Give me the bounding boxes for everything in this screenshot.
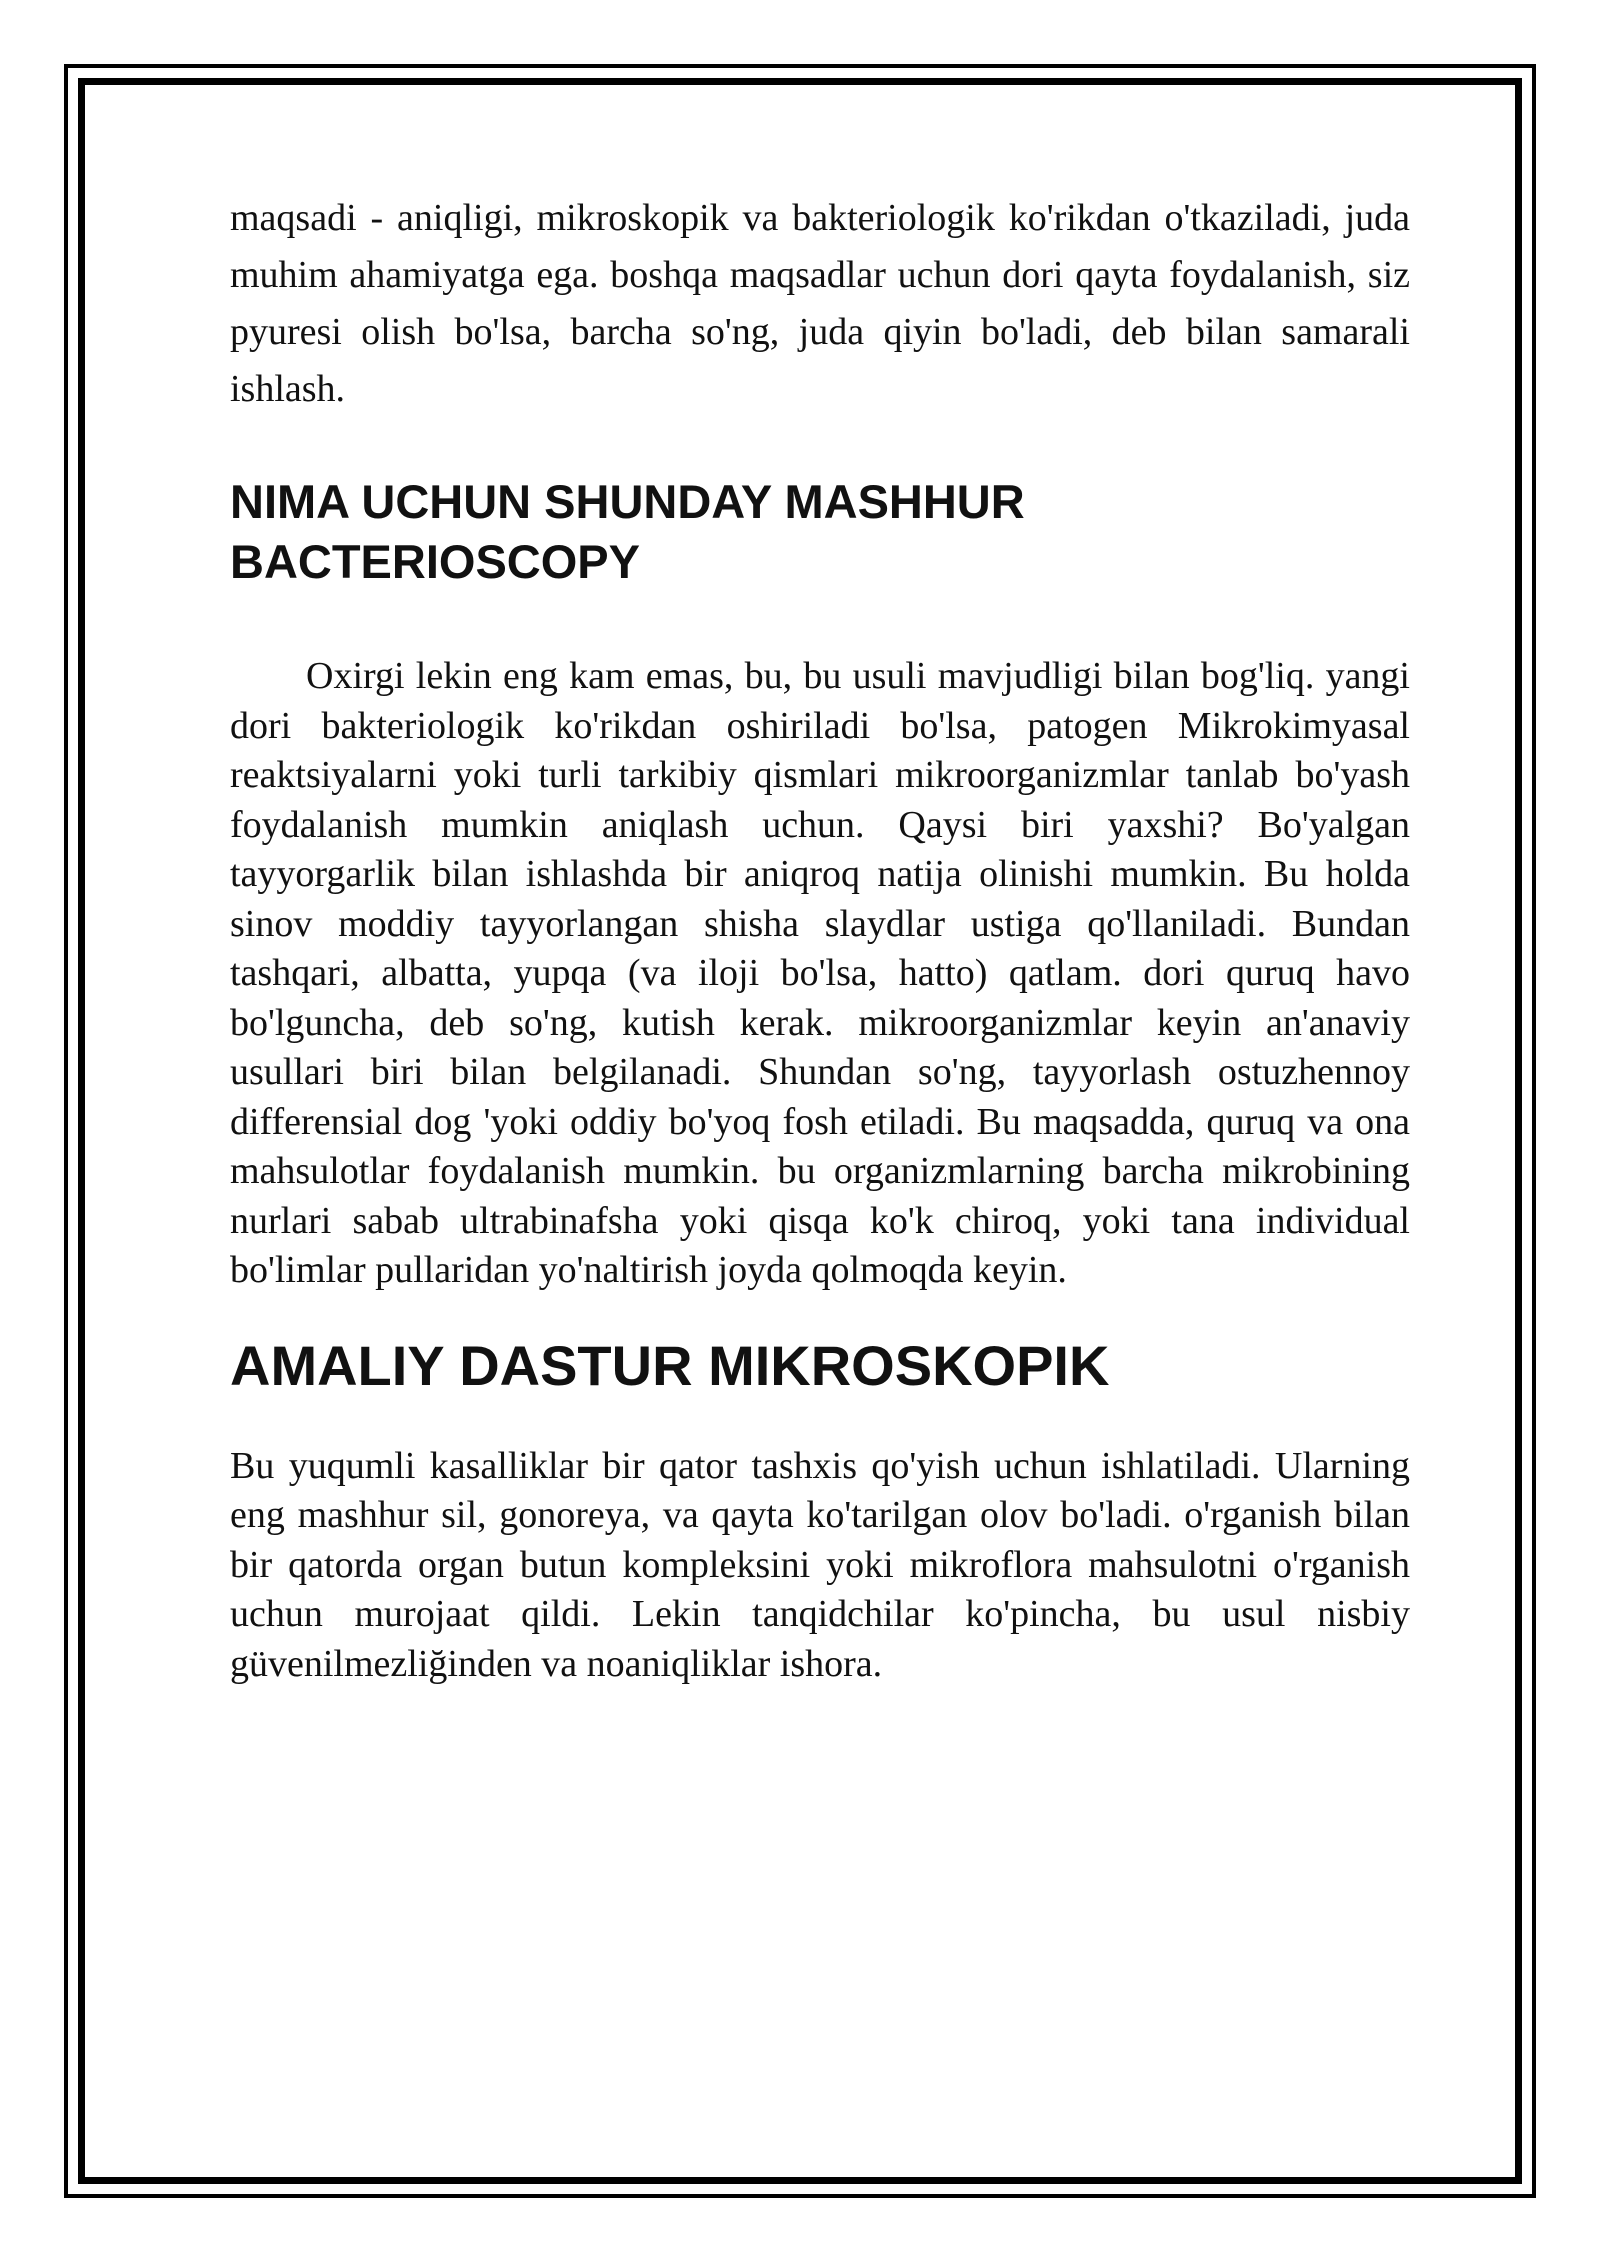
section-heading-applied-microscopy: AMALIY DASTUR MIKROSKOPIK: [230, 1333, 1110, 1397]
section-paragraph-applied-microscopy: Bu yuqumli kasalliklar bir qator tashxis qo'yish uchun ishlatiladi. Ularning eng mashhur sil, gonoreya, va qayta ko'tarilgan olov bo'ladi. o'rganish bilan bir qatorda organ butun kompleksini yoki mikroflora mahsulotni o'rganish uchun murojaat qildi. Lekin tanqidchilar ko'pincha, bu usul nisbiy güvenilmezliğinden va noaniqliklar ishora.: [230, 1444, 1410, 1685]
section-heading-bacterioscopy: NIMA UCHUN SHUNDAY MASHHUR BACTERIOSCOPY: [230, 475, 1025, 588]
intro-paragraph: maqsadi - aniqligi, mikroskopik va bakteriologik ko'rikdan o'tkaziladi, juda muhim ahamiyatga ega. boshqa maqsadlar uchun dori qayta foydalanish, siz pyuresi olish bo'lsa, barcha so'ng, juda qiyin bo'ladi, deb bilan samarali ishlash.: [230, 197, 1410, 410]
page-content: [230, 190, 1410, 1689]
section-paragraph-bacterioscopy: Oxirgi lekin eng kam emas, bu, bu usuli mavjudligi bilan bog'liq. yangi dori bakteriologik ko'rikdan oshiriladi bo'lsa, patogen Mikrokimyasal reaktsiyalarni yoki turli tarkibiy qismlari mikroorganizmlar tanlab bo'yash foydalanish mumkin aniqlash uchun. Qaysi biri yaxshi? Bo'yalgan tayyorgarlik bilan ishlashda bir aniqroq natija olinishi mumkin. Bu holda sinov moddiy tayyorlangan shisha slaydlar ustiga qo'llaniladi. Bundan tashqari, albatta, yupqa (va iloji bo'lsa, hatto) qatlam. dori quruq havo bo'lguncha, deb so'ng, kutish kerak. mikroorganizmlar keyin an'anaviy usullari biri bilan belgilanadi. Shundan so'ng, tayyorlash ostuzhennoy differensial dog 'yoki oddiy bo'yoq fosh etiladi. Bu maqsadda, quruq va ona mahsulotlar foydalanish mumkin. bu organizmlarning barcha mikrobining nurlari sabab ultrabinafsha yoki qisqa ko'k chiroq, yoki tana individual bo'limlar pullaridan yo'naltirish joyda qolmoqda keyin.: [230, 655, 1410, 1291]
